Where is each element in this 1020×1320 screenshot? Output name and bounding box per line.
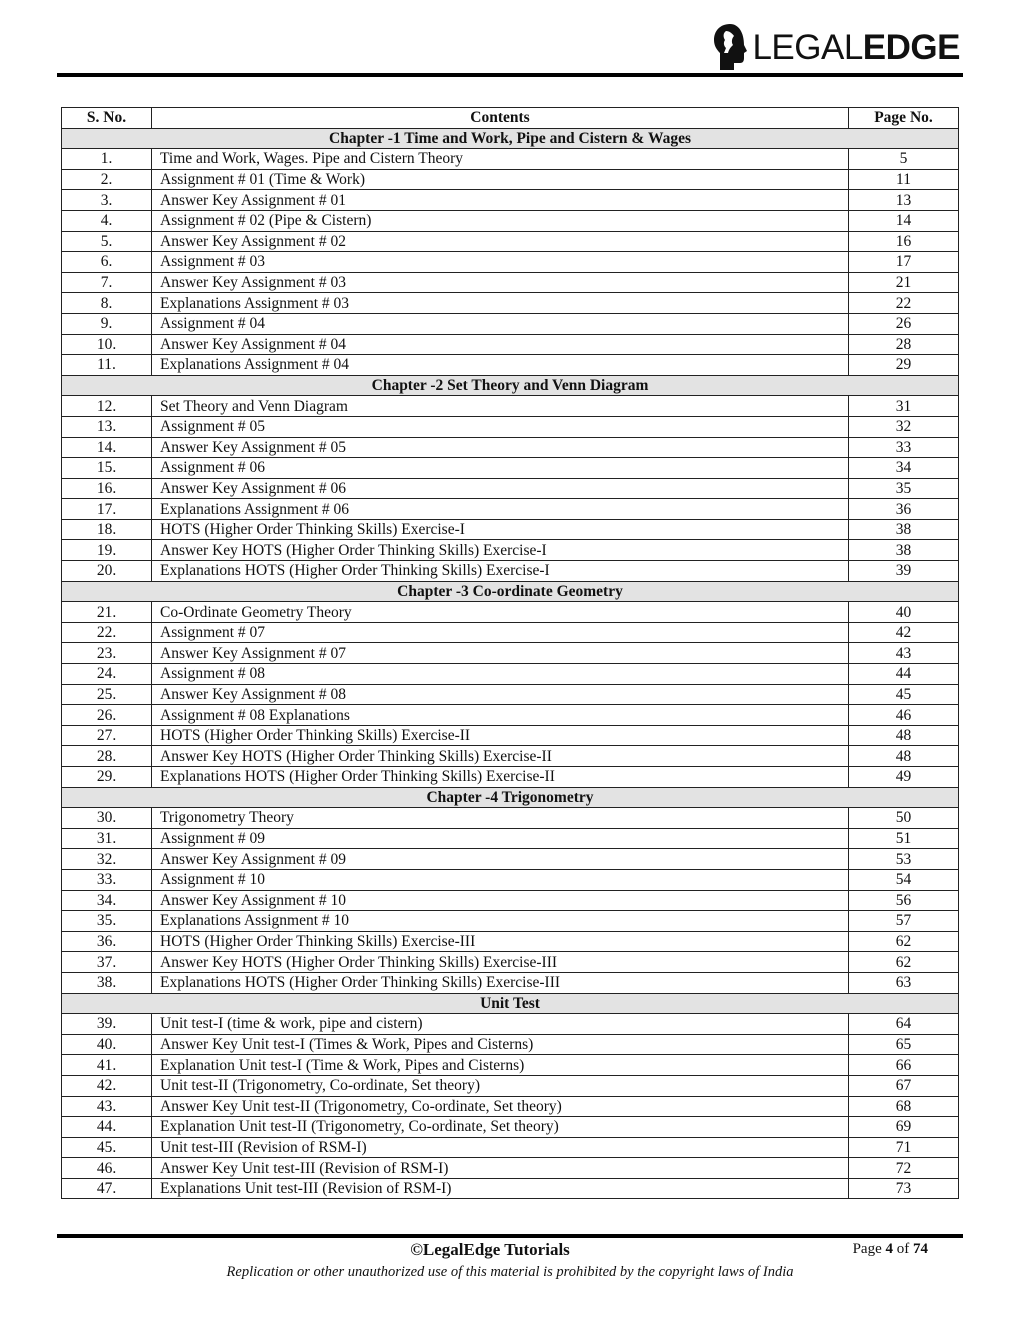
row-sno: 31. bbox=[62, 828, 152, 849]
row-content: Assignment # 10 bbox=[152, 869, 849, 890]
table-row bbox=[62, 1055, 959, 1076]
table-row bbox=[62, 1178, 959, 1199]
table-row bbox=[62, 458, 959, 479]
row-content: Explanation Unit test-I (Time & Work, Pipes and Cisterns) bbox=[152, 1055, 849, 1076]
table-row bbox=[62, 869, 959, 890]
row-content: Assignment # 01 (Time & Work) bbox=[152, 169, 849, 190]
table-row bbox=[62, 396, 959, 417]
table-row bbox=[62, 190, 959, 211]
row-page: 16 bbox=[849, 231, 959, 252]
row-sno: 45. bbox=[62, 1137, 152, 1158]
footer-title: ©LegalEdge Tutorials bbox=[410, 1240, 570, 1259]
row-page: 65 bbox=[849, 1034, 959, 1055]
row-page: 50 bbox=[849, 808, 959, 829]
row-page: 13 bbox=[849, 190, 959, 211]
row-sno: 32. bbox=[62, 849, 152, 870]
table-body bbox=[62, 128, 959, 1199]
row-page: 28 bbox=[849, 334, 959, 355]
row-page: 11 bbox=[849, 169, 959, 190]
row-content: Assignment # 09 bbox=[152, 828, 849, 849]
table-row bbox=[62, 210, 959, 231]
table-row bbox=[62, 1096, 959, 1117]
row-page: 22 bbox=[849, 293, 959, 314]
row-sno: 4. bbox=[62, 210, 152, 231]
row-page: 71 bbox=[849, 1137, 959, 1158]
table-row bbox=[62, 437, 959, 458]
table-row bbox=[62, 849, 959, 870]
header-contents: Contents bbox=[152, 108, 849, 129]
row-sno: 41. bbox=[62, 1055, 152, 1076]
table-row bbox=[62, 149, 959, 170]
row-sno: 16. bbox=[62, 478, 152, 499]
row-sno: 10. bbox=[62, 334, 152, 355]
row-sno: 42. bbox=[62, 1075, 152, 1096]
row-sno: 40. bbox=[62, 1034, 152, 1055]
row-content: Assignment # 07 bbox=[152, 622, 849, 643]
table-row bbox=[62, 540, 959, 561]
table-row bbox=[62, 1117, 959, 1138]
row-sno: 5. bbox=[62, 231, 152, 252]
row-content: Answer Key Assignment # 08 bbox=[152, 684, 849, 705]
table-row bbox=[62, 808, 959, 829]
row-content: Explanations HOTS (Higher Order Thinking Skills) Exercise-II bbox=[152, 767, 849, 788]
row-sno: 3. bbox=[62, 190, 152, 211]
row-content: Assignment # 05 bbox=[152, 416, 849, 437]
row-page: 38 bbox=[849, 540, 959, 561]
row-content: Unit test-III (Revision of RSM-I) bbox=[152, 1137, 849, 1158]
table-row bbox=[62, 561, 959, 582]
table-row bbox=[62, 499, 959, 520]
row-page: 35 bbox=[849, 478, 959, 499]
row-content: Answer Key Unit test-III (Revision of RSM-I) bbox=[152, 1158, 849, 1179]
row-sno: 25. bbox=[62, 684, 152, 705]
row-content: Answer Key Assignment # 01 bbox=[152, 190, 849, 211]
row-page: 72 bbox=[849, 1158, 959, 1179]
chapter-row bbox=[62, 375, 959, 396]
row-content: Explanations Assignment # 03 bbox=[152, 293, 849, 314]
row-sno: 17. bbox=[62, 499, 152, 520]
row-page: 46 bbox=[849, 705, 959, 726]
table-row bbox=[62, 519, 959, 540]
row-page: 73 bbox=[849, 1178, 959, 1199]
chapter-heading: Chapter -3 Co-ordinate Geometry bbox=[62, 581, 959, 602]
row-sno: 14. bbox=[62, 437, 152, 458]
row-page: 56 bbox=[849, 890, 959, 911]
page-of: of bbox=[893, 1241, 913, 1257]
row-page: 40 bbox=[849, 602, 959, 623]
row-page: 45 bbox=[849, 684, 959, 705]
row-sno: 11. bbox=[62, 355, 152, 376]
row-page: 44 bbox=[849, 664, 959, 685]
row-sno: 21. bbox=[62, 602, 152, 623]
row-page: 69 bbox=[849, 1117, 959, 1138]
table-row bbox=[62, 169, 959, 190]
chapter-heading: Chapter -2 Set Theory and Venn Diagram bbox=[62, 375, 959, 396]
row-page: 53 bbox=[849, 849, 959, 870]
row-sno: 39. bbox=[62, 1014, 152, 1035]
row-page: 66 bbox=[849, 1055, 959, 1076]
row-sno: 37. bbox=[62, 952, 152, 973]
header-page: Page No. bbox=[849, 108, 959, 129]
row-page: 31 bbox=[849, 396, 959, 417]
table-row bbox=[62, 293, 959, 314]
row-page: 68 bbox=[849, 1096, 959, 1117]
row-page: 5 bbox=[849, 149, 959, 170]
row-content: Set Theory and Venn Diagram bbox=[152, 396, 849, 417]
row-sno: 26. bbox=[62, 705, 152, 726]
row-sno: 44. bbox=[62, 1117, 152, 1138]
header-sno: S. No. bbox=[62, 108, 152, 129]
row-sno: 7. bbox=[62, 272, 152, 293]
row-content: Explanations HOTS (Higher Order Thinking Skills) Exercise-III bbox=[152, 972, 849, 993]
page-prefix: Page bbox=[852, 1241, 886, 1257]
footer-rule bbox=[57, 1234, 963, 1238]
row-page: 21 bbox=[849, 272, 959, 293]
row-page: 14 bbox=[849, 210, 959, 231]
row-sno: 36. bbox=[62, 931, 152, 952]
row-content: Unit test-I (time & work, pipe and cistern) bbox=[152, 1014, 849, 1035]
row-sno: 33. bbox=[62, 869, 152, 890]
table-row bbox=[62, 705, 959, 726]
row-sno: 12. bbox=[62, 396, 152, 417]
chapter-heading: Chapter -4 Trigonometry bbox=[62, 787, 959, 808]
row-content: Explanations Assignment # 10 bbox=[152, 911, 849, 932]
row-content: Assignment # 08 Explanations bbox=[152, 705, 849, 726]
row-content: Answer Key Assignment # 10 bbox=[152, 890, 849, 911]
table-row bbox=[62, 478, 959, 499]
row-sno: 15. bbox=[62, 458, 152, 479]
row-content: HOTS (Higher Order Thinking Skills) Exercise-II bbox=[152, 725, 849, 746]
row-page: 39 bbox=[849, 561, 959, 582]
row-page: 36 bbox=[849, 499, 959, 520]
row-page: 57 bbox=[849, 911, 959, 932]
table-row bbox=[62, 828, 959, 849]
row-content: Answer Key Assignment # 02 bbox=[152, 231, 849, 252]
row-content: Assignment # 06 bbox=[152, 458, 849, 479]
row-content: Assignment # 03 bbox=[152, 252, 849, 273]
row-page: 48 bbox=[849, 746, 959, 767]
row-content: Assignment # 08 bbox=[152, 664, 849, 685]
row-sno: 24. bbox=[62, 664, 152, 685]
row-page: 48 bbox=[849, 725, 959, 746]
table-row bbox=[62, 725, 959, 746]
table-row bbox=[62, 231, 959, 252]
row-content: Unit test-II (Trigonometry, Co-ordinate, Set theory) bbox=[152, 1075, 849, 1096]
table-row bbox=[62, 664, 959, 685]
row-page: 38 bbox=[849, 519, 959, 540]
row-content: Answer Key Unit test-II (Trigonometry, Co-ordinate, Set theory) bbox=[152, 1096, 849, 1117]
table-row bbox=[62, 952, 959, 973]
chapter-heading: Chapter -1 Time and Work, Pipe and Cistern & Wages bbox=[62, 128, 959, 149]
logo-word-edge: EDGE bbox=[862, 27, 960, 67]
row-sno: 34. bbox=[62, 890, 152, 911]
row-content: HOTS (Higher Order Thinking Skills) Exercise-I bbox=[152, 519, 849, 540]
row-page: 51 bbox=[849, 828, 959, 849]
table-row bbox=[62, 1014, 959, 1035]
row-content: Assignment # 04 bbox=[152, 313, 849, 334]
row-sno: 29. bbox=[62, 767, 152, 788]
row-sno: 47. bbox=[62, 1178, 152, 1199]
chapter-row bbox=[62, 128, 959, 149]
row-content: Answer Key HOTS (Higher Order Thinking Skills) Exercise-II bbox=[152, 746, 849, 767]
row-sno: 8. bbox=[62, 293, 152, 314]
row-sno: 28. bbox=[62, 746, 152, 767]
row-page: 49 bbox=[849, 767, 959, 788]
page-total: 74 bbox=[913, 1241, 928, 1257]
row-sno: 2. bbox=[62, 169, 152, 190]
table-row bbox=[62, 1034, 959, 1055]
row-sno: 35. bbox=[62, 911, 152, 932]
row-sno: 19. bbox=[62, 540, 152, 561]
table-row bbox=[62, 643, 959, 664]
row-content: Explanations Assignment # 04 bbox=[152, 355, 849, 376]
row-content: Answer Key Assignment # 06 bbox=[152, 478, 849, 499]
page-number bbox=[853, 1241, 928, 1258]
table-row bbox=[62, 272, 959, 293]
row-sno: 13. bbox=[62, 416, 152, 437]
row-page: 62 bbox=[849, 931, 959, 952]
row-page: 34 bbox=[849, 458, 959, 479]
row-sno: 20. bbox=[62, 561, 152, 582]
row-content: Explanations Unit test-III (Revision of RSM-I) bbox=[152, 1178, 849, 1199]
table-row bbox=[62, 355, 959, 376]
row-sno: 18. bbox=[62, 519, 152, 540]
chapter-row bbox=[62, 581, 959, 602]
row-page: 42 bbox=[849, 622, 959, 643]
table-row bbox=[62, 931, 959, 952]
table-row bbox=[62, 1158, 959, 1179]
row-content: Answer Key Assignment # 09 bbox=[152, 849, 849, 870]
logo-wordmark bbox=[752, 27, 960, 67]
row-sno: 1. bbox=[62, 149, 152, 170]
row-content: Answer Key Assignment # 03 bbox=[152, 272, 849, 293]
row-page: 67 bbox=[849, 1075, 959, 1096]
row-content: Explanation Unit test-II (Trigonometry, Co-ordinate, Set theory) bbox=[152, 1117, 849, 1138]
chapter-heading: Unit Test bbox=[62, 993, 959, 1014]
row-page: 32 bbox=[849, 416, 959, 437]
row-sno: 9. bbox=[62, 313, 152, 334]
row-content: Answer Key HOTS (Higher Order Thinking Skills) Exercise-III bbox=[152, 952, 849, 973]
brand-logo bbox=[712, 22, 960, 72]
row-sno: 43. bbox=[62, 1096, 152, 1117]
row-content: Answer Key Assignment # 04 bbox=[152, 334, 849, 355]
row-content: Assignment # 02 (Pipe & Cistern) bbox=[152, 210, 849, 231]
row-sno: 46. bbox=[62, 1158, 152, 1179]
row-page: 64 bbox=[849, 1014, 959, 1035]
head-silhouette-icon bbox=[712, 22, 748, 72]
table-row bbox=[62, 622, 959, 643]
table-row bbox=[62, 911, 959, 932]
row-content: Answer Key HOTS (Higher Order Thinking Skills) Exercise-I bbox=[152, 540, 849, 561]
row-content: Co-Ordinate Geometry Theory bbox=[152, 602, 849, 623]
logo-word-legal: LEGAL bbox=[752, 27, 863, 67]
row-page: 33 bbox=[849, 437, 959, 458]
row-page: 26 bbox=[849, 313, 959, 334]
table-row bbox=[62, 890, 959, 911]
table-row bbox=[62, 252, 959, 273]
page-current: 4 bbox=[885, 1241, 893, 1257]
table-row bbox=[62, 602, 959, 623]
table-row bbox=[62, 1137, 959, 1158]
table-row bbox=[62, 416, 959, 437]
table-row bbox=[62, 684, 959, 705]
row-sno: 38. bbox=[62, 972, 152, 993]
row-sno: 22. bbox=[62, 622, 152, 643]
row-page: 17 bbox=[849, 252, 959, 273]
table-row bbox=[62, 767, 959, 788]
row-sno: 23. bbox=[62, 643, 152, 664]
chapter-row bbox=[62, 993, 959, 1014]
row-content: Explanations Assignment # 06 bbox=[152, 499, 849, 520]
table-row bbox=[62, 334, 959, 355]
row-content: Answer Key Assignment # 05 bbox=[152, 437, 849, 458]
row-content: Explanations HOTS (Higher Order Thinking Skills) Exercise-I bbox=[152, 561, 849, 582]
table-header-row bbox=[62, 108, 959, 129]
row-page: 62 bbox=[849, 952, 959, 973]
chapter-row bbox=[62, 787, 959, 808]
row-page: 29 bbox=[849, 355, 959, 376]
row-sno: 30. bbox=[62, 808, 152, 829]
copyright-note: Replication or other unauthorized use of this material is prohibited by the copyright laws of India bbox=[226, 1264, 794, 1280]
row-content: HOTS (Higher Order Thinking Skills) Exercise-III bbox=[152, 931, 849, 952]
row-sno: 6. bbox=[62, 252, 152, 273]
row-sno: 27. bbox=[62, 725, 152, 746]
header-rule bbox=[57, 73, 963, 77]
table-row bbox=[62, 1075, 959, 1096]
row-content: Time and Work, Wages. Pipe and Cistern Theory bbox=[152, 149, 849, 170]
table-row bbox=[62, 972, 959, 993]
contents-table bbox=[61, 107, 959, 1199]
row-page: 63 bbox=[849, 972, 959, 993]
row-content: Answer Key Assignment # 07 bbox=[152, 643, 849, 664]
row-content: Answer Key Unit test-I (Times & Work, Pipes and Cisterns) bbox=[152, 1034, 849, 1055]
row-page: 43 bbox=[849, 643, 959, 664]
table-row bbox=[62, 746, 959, 767]
row-page: 54 bbox=[849, 869, 959, 890]
row-content: Trigonometry Theory bbox=[152, 808, 849, 829]
table-row bbox=[62, 313, 959, 334]
